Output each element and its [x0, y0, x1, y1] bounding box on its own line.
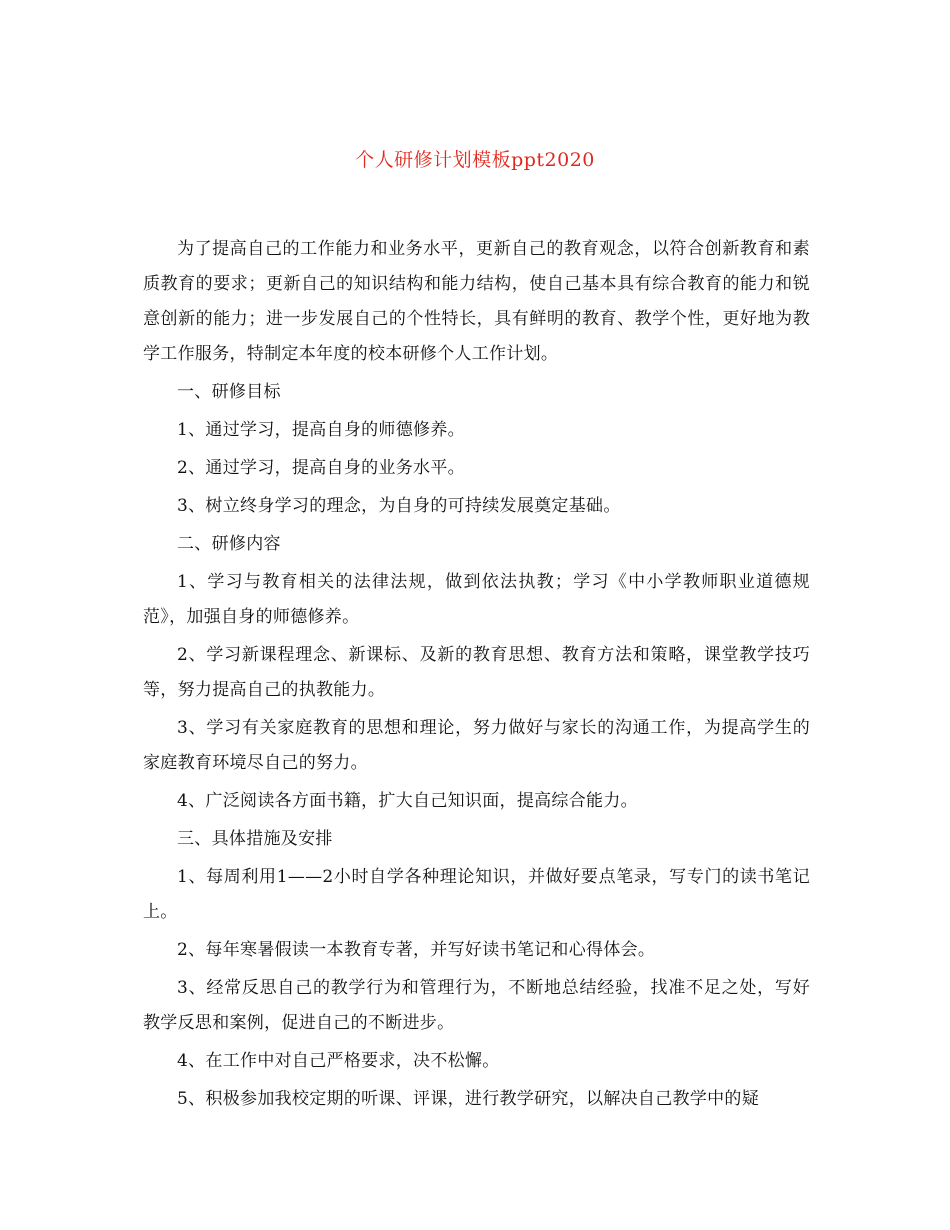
section-heading-content: 二、研修内容: [177, 534, 281, 554]
measure-item-3: 3、经常反思自己的教学行为和管理行为，不断地总结经验，找准不足之处，写好教学反思和案例，促进自己的不断进步。: [143, 978, 810, 1033]
goal-item-2: 2、通过学习，提高自身的业务水平。: [177, 458, 465, 478]
intro-paragraph: 为了提高自己的工作能力和业务水平，更新自己的教育观念，以符合创新教育和素质教育的要求；更新自己的知识结构和能力结构，使自己基本具有综合教育的能力和锐意创新的能力；进一步发展自己的个性特长，具有鲜明的教育、教学个性，更好地为教学工作服务，特制定本年度的校本研修个人工作计划。: [143, 239, 810, 364]
content-item-2: 2、学习新课程理念、新课标、及新的教育思想、教育方法和策略，课堂教学技巧等，努力提高自己的执教能力。: [143, 645, 810, 700]
measure-item-1: 1、每周利用1——2小时自学各种理论知识，并做好要点笔录，写专门的读书笔记上。: [143, 867, 810, 922]
goal-item-1: 1、通过学习，提高自身的师德修养。: [177, 420, 465, 440]
measure-item-4: 4、在工作中对自己严格要求，决不松懈。: [177, 1051, 500, 1071]
content-item-1: 1、学习与教育相关的法律法规，做到依法执教；学习《中小学教师职业道德规范》，加强自身的师德修养。: [143, 572, 810, 627]
content-item-4: 4、广泛阅读各方面书籍，扩大自己知识面，提高综合能力。: [177, 791, 638, 811]
measure-item-5: 5、积极参加我校定期的听课、评课，进行教学研究，以解决自己教学中的疑: [177, 1089, 760, 1109]
section-heading-measures: 三、具体措施及安排: [177, 829, 333, 849]
content-item-3: 3、学习有关家庭教育的思想和理论，努力做好与家长的沟通工作，为提高学生的家庭教育环境尽自己的努力。: [143, 718, 810, 773]
goal-item-3: 3、树立终身学习的理念，为自身的可持续发展奠定基础。: [177, 496, 621, 516]
document-body: [143, 232, 810, 1120]
measure-item-2: 2、每年寒暑假读一本教育专著，并写好读书笔记和心得体会。: [177, 940, 656, 960]
document-title: 个人研修计划模板ppt2020: [355, 149, 595, 171]
section-heading-goals: 一、研修目标: [177, 382, 281, 402]
